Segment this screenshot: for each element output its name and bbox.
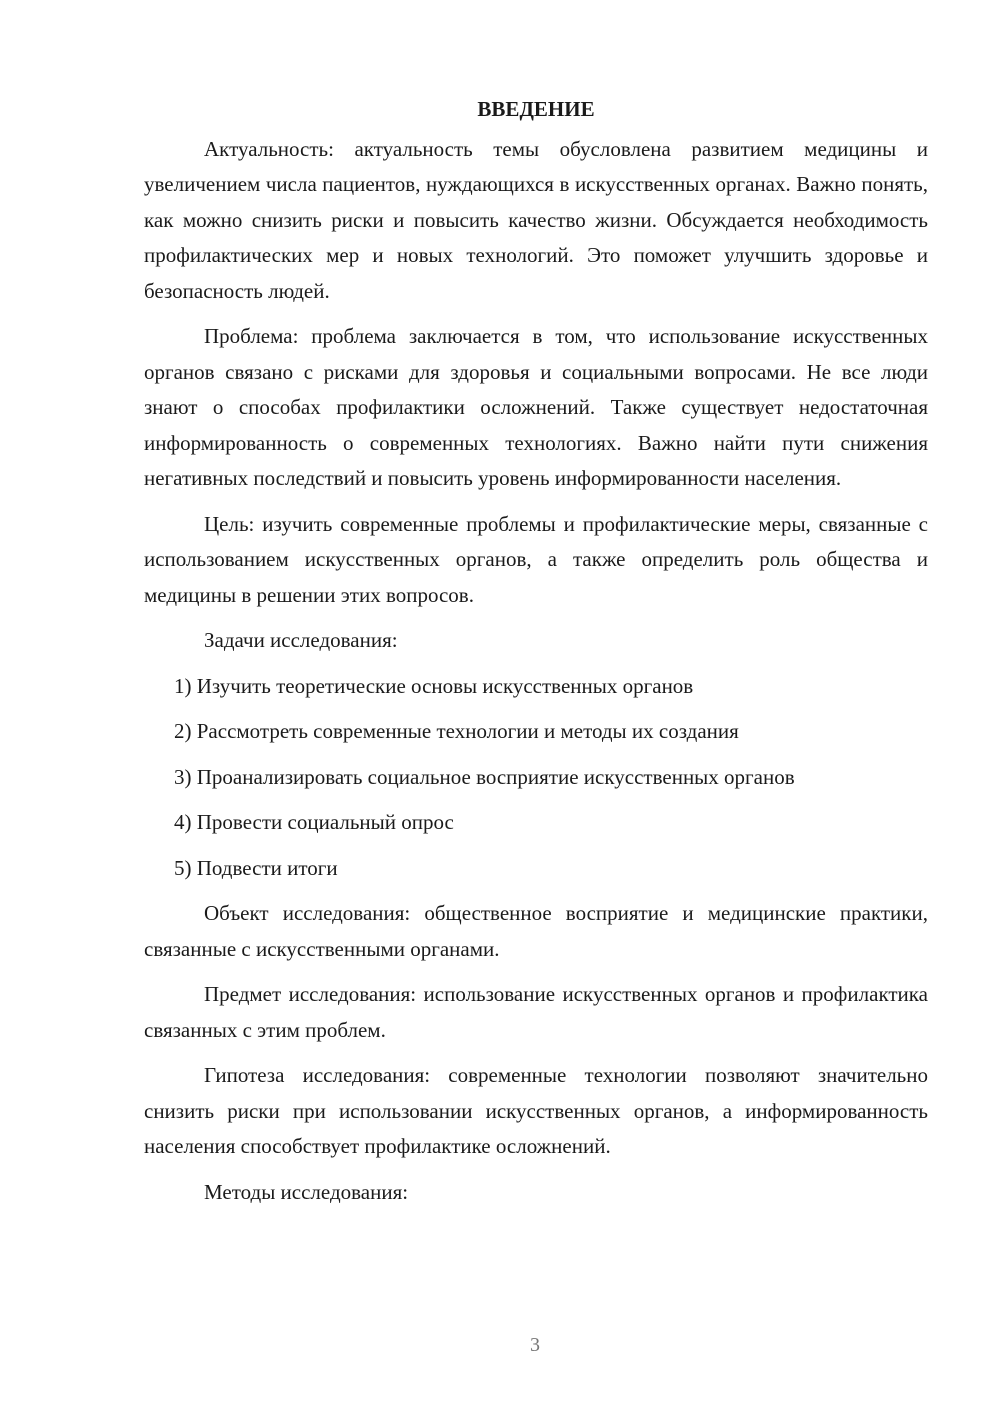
- subject-paragraph: Предмет исследования: использование искусственных органов и профилактика связанных с этим проблем.: [144, 982, 928, 1042]
- task-item: 5) Подвести итоги: [174, 855, 338, 880]
- methods-heading: Методы исследования:: [204, 1179, 409, 1204]
- section-title: ВВЕДЕНИЕ: [477, 97, 595, 121]
- task-item: 2) Рассмотреть современные технологии и методы их создания: [174, 719, 739, 743]
- page-content: [144, 92, 928, 1220]
- tasks-list: [144, 669, 928, 887]
- object-paragraph: Объект исследования: общественное восприятие и медицинские практики, связанные с искусственными органами.: [144, 901, 928, 961]
- hypothesis-paragraph: Гипотеза исследования: современные технологии позволяют значительно снизить риски при использовании искусственных органов, а информированность населения способствует профилактике осложнений.: [144, 1063, 928, 1158]
- relevance-paragraph: Актуальность: актуальность темы обусловлена развитием медицины и увеличением числа пациентов, нуждающихся в искусственных органах. Важно понять, как можно снизить риски и повысить качество жизни. Обсуждается необходимость профилактических мер и новых технологий. Это поможет улучшить здоровье и безопасность людей.: [144, 136, 928, 303]
- task-item: 1) Изучить теоретические основы искусственных органов: [174, 673, 694, 698]
- problem-paragraph: Проблема: проблема заключается в том, что использование искусственных органов связано с рисками для здоровья и социальными вопросами. Не все люди знают о способах профилактики осложнений. Также существует недостаточная информированность о современных технологиях. Важно найти пути снижения негативных последствий и повысить уровень информированности населения.: [144, 324, 928, 490]
- task-item: 3) Проанализировать социальное восприятие искусственных органов: [174, 764, 795, 789]
- tasks-heading: Задачи исследования:: [204, 628, 398, 652]
- page-number: 3: [530, 1334, 540, 1356]
- task-item: 4) Провести социальный опрос: [174, 810, 454, 834]
- goal-paragraph: Цель: изучить современные проблемы и профилактические меры, связанные с использованием искусственных органов, а также определить роль общества и медицины в решении этих вопросов.: [144, 511, 928, 607]
